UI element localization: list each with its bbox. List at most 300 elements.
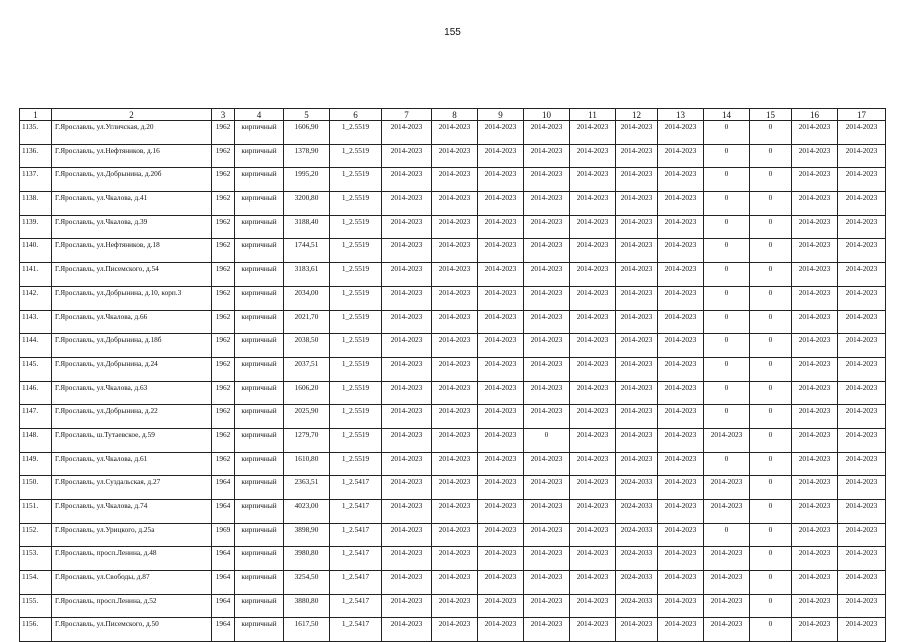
table-cell: 1962 bbox=[212, 144, 235, 168]
table-cell: 2014-2023 bbox=[792, 215, 838, 239]
table-cell: 2014-2023 bbox=[524, 500, 570, 524]
table-row bbox=[20, 405, 886, 429]
table-cell: 1964 bbox=[212, 500, 235, 524]
table-cell: 2014-2023 bbox=[478, 523, 524, 547]
table-cell: 2014-2023 bbox=[382, 547, 432, 571]
table-cell: 2014-2023 bbox=[382, 594, 432, 618]
table-row bbox=[20, 239, 886, 263]
table-cell: 2014-2023 bbox=[524, 381, 570, 405]
table-cell: 2014-2023 bbox=[616, 215, 658, 239]
table-cell: 1_2.5519 bbox=[330, 239, 382, 263]
table-cell: 1962 bbox=[212, 405, 235, 429]
table-cell: 2014-2023 bbox=[570, 476, 616, 500]
table-cell: 2014-2023 bbox=[792, 618, 838, 642]
table-cell: 0 bbox=[704, 121, 750, 145]
table-cell: 2014-2023 bbox=[478, 618, 524, 642]
table-cell: 2014-2023 bbox=[432, 168, 478, 192]
table-cell: 2014-2023 bbox=[478, 547, 524, 571]
table-cell: 2014-2023 bbox=[478, 215, 524, 239]
table-cell: 1_2.5519 bbox=[330, 452, 382, 476]
table-cell: 2014-2023 bbox=[658, 500, 704, 524]
table-cell: кирпичный bbox=[235, 523, 284, 547]
table-cell: 4023,00 bbox=[284, 500, 330, 524]
table-cell: кирпичный bbox=[235, 239, 284, 263]
table-cell: 1_2.5417 bbox=[330, 476, 382, 500]
table-cell: 2014-2023 bbox=[658, 381, 704, 405]
table-cell: 2014-2023 bbox=[432, 523, 478, 547]
table-cell: кирпичный bbox=[235, 263, 284, 287]
table-cell: 2014-2023 bbox=[570, 357, 616, 381]
table-cell: 2014-2023 bbox=[382, 500, 432, 524]
table-cell: 1135. bbox=[20, 121, 52, 145]
table-cell: 0 bbox=[750, 310, 792, 334]
table-cell: 2014-2023 bbox=[382, 192, 432, 216]
table-cell: 0 bbox=[750, 594, 792, 618]
table-cell: 2014-2023 bbox=[658, 452, 704, 476]
table-cell: 2014-2023 bbox=[432, 571, 478, 595]
table-cell: 2014-2023 bbox=[570, 547, 616, 571]
table-cell: 2014-2023 bbox=[570, 618, 616, 642]
table-cell: 0 bbox=[750, 192, 792, 216]
table-cell: 2014-2023 bbox=[432, 428, 478, 452]
table-cell: 0 bbox=[704, 263, 750, 287]
table-cell: 2037,51 bbox=[284, 357, 330, 381]
table-cell: 2014-2023 bbox=[524, 121, 570, 145]
table-cell: 2014-2023 bbox=[616, 618, 658, 642]
table-cell: 2014-2023 bbox=[838, 500, 886, 524]
table-cell: 1964 bbox=[212, 476, 235, 500]
table-cell: 2014-2023 bbox=[792, 476, 838, 500]
table-cell: 1962 bbox=[212, 452, 235, 476]
table-cell: 0 bbox=[750, 618, 792, 642]
table-cell: 2014-2023 bbox=[838, 452, 886, 476]
table-cell: 1137. bbox=[20, 168, 52, 192]
table-cell: 2014-2023 bbox=[792, 310, 838, 334]
table-cell: 1995,20 bbox=[284, 168, 330, 192]
table-cell: 0 bbox=[750, 476, 792, 500]
table-cell: 2014-2023 bbox=[570, 594, 616, 618]
column-header: 11 bbox=[570, 109, 616, 121]
table-row bbox=[20, 594, 886, 618]
table-cell: 2014-2023 bbox=[658, 192, 704, 216]
table-cell: 1962 bbox=[212, 357, 235, 381]
table-cell: 2014-2023 bbox=[616, 121, 658, 145]
table-cell: 1_2.5519 bbox=[330, 310, 382, 334]
page-number: 155 bbox=[444, 27, 461, 38]
column-header: 17 bbox=[838, 109, 886, 121]
table-cell: 1_2.5417 bbox=[330, 618, 382, 642]
table-cell: Г.Ярославль, ул.Добрынина, д.18б bbox=[52, 334, 212, 358]
table-cell: 1962 bbox=[212, 121, 235, 145]
table-cell: 2014-2023 bbox=[432, 192, 478, 216]
table-cell: 2014-2023 bbox=[478, 405, 524, 429]
table-cell: 2014-2023 bbox=[792, 192, 838, 216]
table-cell: 2025,90 bbox=[284, 405, 330, 429]
table-cell: 2014-2023 bbox=[432, 144, 478, 168]
table-cell: 2014-2023 bbox=[382, 263, 432, 287]
table-cell: кирпичный bbox=[235, 547, 284, 571]
table-cell: 2021,70 bbox=[284, 310, 330, 334]
table-cell: 2014-2023 bbox=[658, 428, 704, 452]
table-cell: 0 bbox=[750, 121, 792, 145]
table-cell: 3200,80 bbox=[284, 192, 330, 216]
table-cell: 1606,90 bbox=[284, 121, 330, 145]
table-cell: 2014-2023 bbox=[432, 121, 478, 145]
column-header: 5 bbox=[284, 109, 330, 121]
table-cell: 2014-2023 bbox=[570, 215, 616, 239]
table-cell: 2014-2023 bbox=[838, 192, 886, 216]
table-cell: 2014-2023 bbox=[524, 263, 570, 287]
table-cell: 2014-2023 bbox=[570, 144, 616, 168]
table-cell: 2024-2033 bbox=[616, 476, 658, 500]
table-cell: 2014-2023 bbox=[478, 310, 524, 334]
table-cell: 2014-2023 bbox=[792, 334, 838, 358]
table-cell: 2014-2023 bbox=[570, 523, 616, 547]
table-cell: 1962 bbox=[212, 192, 235, 216]
table-cell: 2014-2023 bbox=[432, 239, 478, 263]
table-cell: Г.Ярославль, ул.Нефтяников, д.16 bbox=[52, 144, 212, 168]
table-cell: 0 bbox=[750, 263, 792, 287]
table-row bbox=[20, 121, 886, 145]
table-cell: 1_2.5519 bbox=[330, 286, 382, 310]
table-cell: 0 bbox=[750, 239, 792, 263]
table-cell: 2024-2033 bbox=[616, 523, 658, 547]
table-cell: 2014-2023 bbox=[658, 594, 704, 618]
column-header: 2 bbox=[52, 109, 212, 121]
table-cell: 2014-2023 bbox=[382, 428, 432, 452]
table-cell: 2014-2023 bbox=[478, 500, 524, 524]
table-cell: 2014-2023 bbox=[432, 500, 478, 524]
column-header: 4 bbox=[235, 109, 284, 121]
table-cell: 2014-2023 bbox=[616, 381, 658, 405]
table-cell: 2014-2023 bbox=[570, 239, 616, 263]
table-row bbox=[20, 334, 886, 358]
column-header: 10 bbox=[524, 109, 570, 121]
table-cell: 2014-2023 bbox=[432, 357, 478, 381]
table-cell: 2014-2023 bbox=[432, 547, 478, 571]
table-cell: 0 bbox=[704, 286, 750, 310]
table-cell: 2014-2023 bbox=[658, 215, 704, 239]
table-cell: 2014-2023 bbox=[838, 144, 886, 168]
table-cell: 0 bbox=[750, 215, 792, 239]
table-cell: 0 bbox=[704, 144, 750, 168]
table-cell: 2014-2023 bbox=[792, 571, 838, 595]
table-cell: 2014-2023 bbox=[478, 263, 524, 287]
table-cell: 2014-2023 bbox=[570, 571, 616, 595]
table-cell: 2014-2023 bbox=[658, 547, 704, 571]
column-header: 13 bbox=[658, 109, 704, 121]
table-cell: 2024-2033 bbox=[616, 547, 658, 571]
table-cell: 2014-2023 bbox=[382, 381, 432, 405]
table-cell: 2014-2023 bbox=[570, 381, 616, 405]
column-header: 14 bbox=[704, 109, 750, 121]
table-cell: 1141. bbox=[20, 263, 52, 287]
table-cell: 2014-2023 bbox=[382, 121, 432, 145]
table-cell: 2014-2023 bbox=[838, 263, 886, 287]
table-cell: 2014-2023 bbox=[792, 523, 838, 547]
table-cell: 2014-2023 bbox=[382, 523, 432, 547]
table-cell: Г.Ярославль, ул.Добрынина, д.22 bbox=[52, 405, 212, 429]
table-cell: 0 bbox=[704, 357, 750, 381]
table-row bbox=[20, 286, 886, 310]
table-cell: 2014-2023 bbox=[382, 334, 432, 358]
table-cell: 1617,50 bbox=[284, 618, 330, 642]
table-cell: 2014-2023 bbox=[478, 381, 524, 405]
table-cell: 2363,51 bbox=[284, 476, 330, 500]
table-cell: 0 bbox=[750, 357, 792, 381]
table-cell: Г.Ярославль, ул.Урицкого, д.25а bbox=[52, 523, 212, 547]
table-cell: 2014-2023 bbox=[524, 452, 570, 476]
table-cell: 2014-2023 bbox=[524, 168, 570, 192]
table-cell: 2014-2023 bbox=[658, 121, 704, 145]
table-cell: 1138. bbox=[20, 192, 52, 216]
table-cell: 1962 bbox=[212, 215, 235, 239]
table-cell: 0 bbox=[704, 523, 750, 547]
table-cell: 2014-2023 bbox=[570, 168, 616, 192]
table-row bbox=[20, 310, 886, 334]
table-cell: 1_2.5417 bbox=[330, 547, 382, 571]
table-cell: 2014-2023 bbox=[658, 571, 704, 595]
table-cell: Г.Ярославль, просп.Ленина, д.52 bbox=[52, 594, 212, 618]
table-cell: 2014-2023 bbox=[432, 381, 478, 405]
table-cell: 2014-2023 bbox=[658, 405, 704, 429]
table-cell: 2014-2023 bbox=[838, 523, 886, 547]
table-cell: 0 bbox=[750, 547, 792, 571]
table-cell: 0 bbox=[704, 239, 750, 263]
table-cell: 2014-2023 bbox=[616, 192, 658, 216]
table-cell: 1_2.5519 bbox=[330, 168, 382, 192]
table-cell: 2034,00 bbox=[284, 286, 330, 310]
table-cell: 1142. bbox=[20, 286, 52, 310]
table-row bbox=[20, 381, 886, 405]
column-header: 8 bbox=[432, 109, 478, 121]
table-cell: 2014-2023 bbox=[382, 571, 432, 595]
table-cell: 1_2.5519 bbox=[330, 428, 382, 452]
table-cell: 1155. bbox=[20, 594, 52, 618]
table-cell: 3980,80 bbox=[284, 547, 330, 571]
table-cell: 1964 bbox=[212, 618, 235, 642]
table-cell: Г.Ярославль, ул.Чкалова, д.41 bbox=[52, 192, 212, 216]
table-cell: Г.Ярославль, ул.Добрынина, д.10, корп.3 bbox=[52, 286, 212, 310]
table-cell: 2014-2023 bbox=[432, 263, 478, 287]
table-cell: 2014-2023 bbox=[432, 215, 478, 239]
table-cell: 1139. bbox=[20, 215, 52, 239]
table-cell: 1962 bbox=[212, 286, 235, 310]
column-header: 6 bbox=[330, 109, 382, 121]
table-cell: 2014-2023 bbox=[838, 168, 886, 192]
table-cell: 2014-2023 bbox=[432, 405, 478, 429]
table-cell: 2014-2023 bbox=[792, 239, 838, 263]
table-cell: 2014-2023 bbox=[838, 381, 886, 405]
table-row bbox=[20, 452, 886, 476]
table-cell: 2014-2023 bbox=[658, 334, 704, 358]
table-cell: 2014-2023 bbox=[478, 121, 524, 145]
table-row bbox=[20, 523, 886, 547]
table-cell: 1610,80 bbox=[284, 452, 330, 476]
table-row bbox=[20, 428, 886, 452]
table-cell: 2014-2023 bbox=[382, 144, 432, 168]
table-cell: кирпичный bbox=[235, 428, 284, 452]
table-cell: 0 bbox=[704, 452, 750, 476]
table-cell: 2014-2023 bbox=[432, 334, 478, 358]
table-cell: 0 bbox=[704, 215, 750, 239]
table-cell: 2014-2023 bbox=[382, 310, 432, 334]
table-cell: 2014-2023 bbox=[524, 523, 570, 547]
table-cell: 3188,40 bbox=[284, 215, 330, 239]
table-cell: кирпичный bbox=[235, 618, 284, 642]
table-cell: 2014-2023 bbox=[382, 405, 432, 429]
table-cell: 0 bbox=[524, 428, 570, 452]
table-cell: 1_2.5417 bbox=[330, 523, 382, 547]
table-cell: 1151. bbox=[20, 500, 52, 524]
table-cell: 2014-2023 bbox=[616, 144, 658, 168]
table-cell: 1153. bbox=[20, 547, 52, 571]
table-cell: 1136. bbox=[20, 144, 52, 168]
table-cell: 2014-2023 bbox=[838, 618, 886, 642]
table-cell: кирпичный bbox=[235, 310, 284, 334]
table-cell: 2014-2023 bbox=[382, 618, 432, 642]
table-cell: 1148. bbox=[20, 428, 52, 452]
table-cell: 2014-2023 bbox=[524, 547, 570, 571]
table-cell: 2014-2023 bbox=[838, 476, 886, 500]
table-cell: 2024-2033 bbox=[616, 571, 658, 595]
table-cell: 1744,51 bbox=[284, 239, 330, 263]
table-cell: 2014-2023 bbox=[792, 286, 838, 310]
table-cell: Г.Ярославль, ш.Тутаевское, д.59 bbox=[52, 428, 212, 452]
table-cell: 2014-2023 bbox=[838, 571, 886, 595]
table-cell: 2014-2023 bbox=[838, 547, 886, 571]
table-cell: 0 bbox=[750, 334, 792, 358]
table-cell: Г.Ярославль, ул.Добрынина, д.20б bbox=[52, 168, 212, 192]
table-cell: 2014-2023 bbox=[704, 571, 750, 595]
table-cell: 1962 bbox=[212, 263, 235, 287]
table-cell: 2014-2023 bbox=[792, 500, 838, 524]
table-row bbox=[20, 476, 886, 500]
table-cell: 2014-2023 bbox=[658, 476, 704, 500]
table-row bbox=[20, 571, 886, 595]
table-cell: 0 bbox=[750, 523, 792, 547]
table-cell: 2014-2023 bbox=[478, 168, 524, 192]
table-cell: 2014-2023 bbox=[478, 594, 524, 618]
table-cell: 2014-2023 bbox=[704, 428, 750, 452]
table-cell: 2014-2023 bbox=[616, 286, 658, 310]
table-cell: 2014-2023 bbox=[524, 357, 570, 381]
table-cell: 2014-2023 bbox=[570, 405, 616, 429]
table-cell: кирпичный bbox=[235, 405, 284, 429]
table-cell: Г.Ярославль, ул.Чкалова, д.61 bbox=[52, 452, 212, 476]
table-cell: Г.Ярославль, ул.Чкалова, д.39 bbox=[52, 215, 212, 239]
table-cell: 2014-2023 bbox=[524, 239, 570, 263]
table-cell: 2014-2023 bbox=[524, 310, 570, 334]
table-cell: 2014-2023 bbox=[838, 121, 886, 145]
table-cell: 2014-2023 bbox=[382, 215, 432, 239]
table-cell: 3898,90 bbox=[284, 523, 330, 547]
table-row bbox=[20, 357, 886, 381]
table-cell: 0 bbox=[750, 428, 792, 452]
table-cell: 2014-2023 bbox=[658, 168, 704, 192]
table-cell: кирпичный bbox=[235, 452, 284, 476]
table-cell: 1606,20 bbox=[284, 381, 330, 405]
table-cell: 2014-2023 bbox=[478, 428, 524, 452]
table-cell: 2014-2023 bbox=[432, 286, 478, 310]
housing-table bbox=[19, 108, 886, 642]
table-cell: кирпичный bbox=[235, 121, 284, 145]
table-cell: 2014-2023 bbox=[570, 500, 616, 524]
table-cell: 2014-2023 bbox=[524, 571, 570, 595]
table-cell: 2014-2023 bbox=[524, 476, 570, 500]
table-cell: 1962 bbox=[212, 168, 235, 192]
table-cell: 2014-2023 bbox=[792, 263, 838, 287]
table-cell: 2014-2023 bbox=[838, 357, 886, 381]
table-row bbox=[20, 263, 886, 287]
table-cell: 2014-2023 bbox=[616, 263, 658, 287]
table-cell: 1_2.5417 bbox=[330, 571, 382, 595]
table-cell: 0 bbox=[750, 571, 792, 595]
table-cell: 2014-2023 bbox=[792, 121, 838, 145]
table-cell: 1962 bbox=[212, 239, 235, 263]
table-cell: 2014-2023 bbox=[382, 357, 432, 381]
table-cell: 1_2.5519 bbox=[330, 405, 382, 429]
table-cell: кирпичный bbox=[235, 215, 284, 239]
table-cell: 2014-2023 bbox=[524, 334, 570, 358]
table-cell: 1_2.5519 bbox=[330, 357, 382, 381]
table-cell: 0 bbox=[750, 405, 792, 429]
table-cell: 2038,50 bbox=[284, 334, 330, 358]
table-cell: 2014-2023 bbox=[838, 215, 886, 239]
header-row bbox=[20, 109, 886, 121]
table-cell: 0 bbox=[704, 334, 750, 358]
table-cell: 2014-2023 bbox=[616, 452, 658, 476]
table-cell: Г.Ярославль, ул.Писемского, д.50 bbox=[52, 618, 212, 642]
table-cell: кирпичный bbox=[235, 571, 284, 595]
table-cell: 1_2.5519 bbox=[330, 144, 382, 168]
table-cell: 1964 bbox=[212, 571, 235, 595]
table-cell: 2014-2023 bbox=[382, 286, 432, 310]
table-cell: 1969 bbox=[212, 523, 235, 547]
table-cell: 2014-2023 bbox=[792, 357, 838, 381]
table-cell: 2014-2023 bbox=[570, 263, 616, 287]
table-cell: 2014-2023 bbox=[478, 452, 524, 476]
table-cell: кирпичный bbox=[235, 357, 284, 381]
table-cell: 1_2.5519 bbox=[330, 263, 382, 287]
column-header: 7 bbox=[382, 109, 432, 121]
table-cell: 2014-2023 bbox=[478, 571, 524, 595]
table-cell: 1962 bbox=[212, 381, 235, 405]
table-cell: 2014-2023 bbox=[616, 310, 658, 334]
table-cell: 2014-2023 bbox=[616, 357, 658, 381]
table-cell: 0 bbox=[704, 381, 750, 405]
table-cell: 0 bbox=[750, 168, 792, 192]
table-row bbox=[20, 168, 886, 192]
table-cell: 2014-2023 bbox=[658, 357, 704, 381]
table-cell: 2014-2023 bbox=[570, 310, 616, 334]
table-cell: 1964 bbox=[212, 547, 235, 571]
table-cell: 2014-2023 bbox=[570, 286, 616, 310]
table-row bbox=[20, 215, 886, 239]
table-cell: 2014-2023 bbox=[838, 334, 886, 358]
table-cell: 3880,80 bbox=[284, 594, 330, 618]
table-row bbox=[20, 500, 886, 524]
table-cell: 2014-2023 bbox=[792, 381, 838, 405]
table-cell: 2014-2023 bbox=[838, 239, 886, 263]
table-cell: 2014-2023 bbox=[432, 452, 478, 476]
table-cell: 2014-2023 bbox=[432, 476, 478, 500]
table-cell: 2014-2023 bbox=[616, 334, 658, 358]
table-cell: 2014-2023 bbox=[524, 594, 570, 618]
table-cell: 0 bbox=[750, 144, 792, 168]
table-cell: кирпичный bbox=[235, 168, 284, 192]
table-cell: 2014-2023 bbox=[658, 523, 704, 547]
